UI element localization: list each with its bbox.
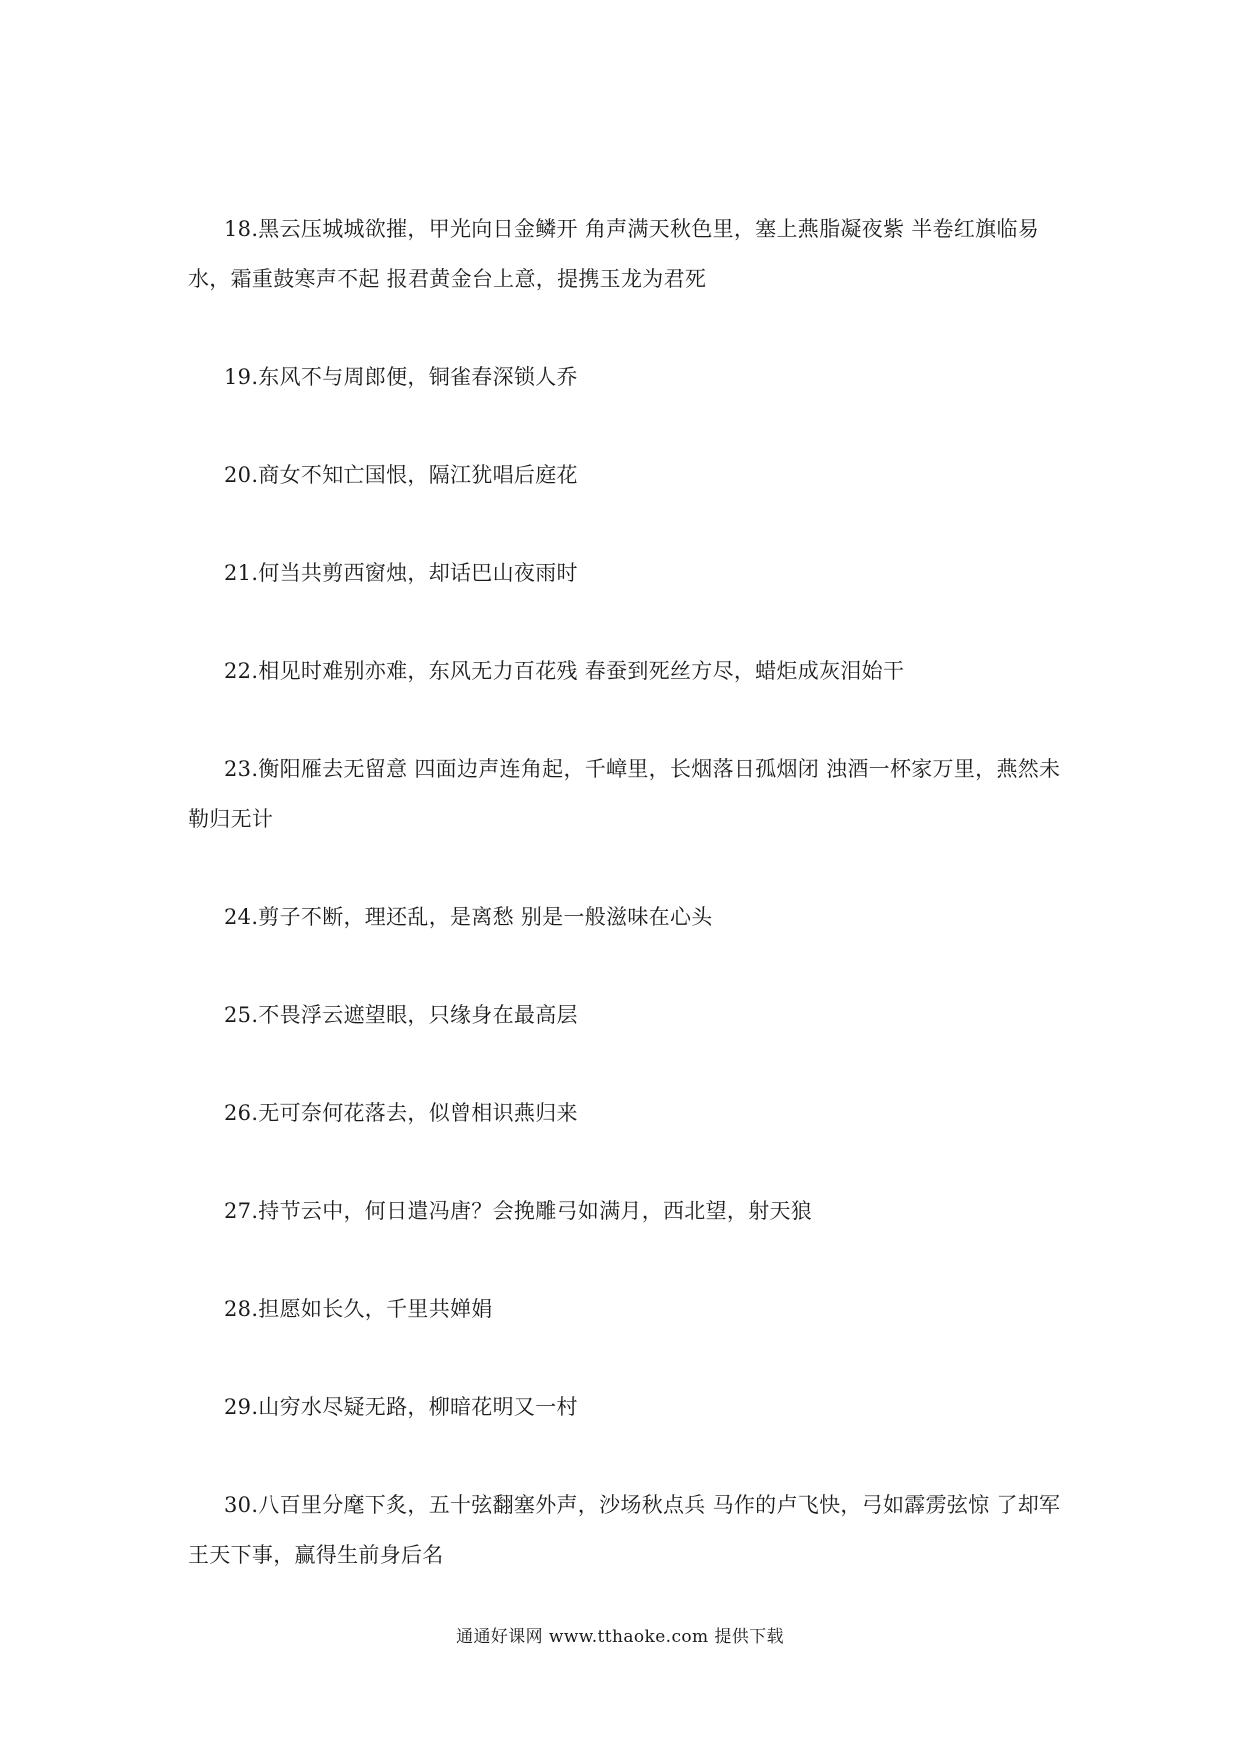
poem-line-29: 29.山穷水尽疑无路，柳暗花明又一村 xyxy=(224,1395,578,1419)
poem-line-30: 30.八百里分麾下炙，五十弦翻塞外声，沙场秋点兵 马作的卢飞快，弓如霹雳弦惊 了却军王天下事，赢得生前身后名 xyxy=(188,1493,1061,1567)
poem-line-25: 25.不畏浮云遮望眼，只缘身在最高层 xyxy=(224,1003,578,1027)
poem-line-23: 23.衡阳雁去无留意 四面边声连角起，千嶂里，长烟落日孤烟闭 浊酒一杯家万里，燕然未勒归无计 xyxy=(188,757,1061,831)
poem-line-20: 20.商女不知亡国恨，隔江犹唱后庭花 xyxy=(224,463,578,487)
poem-line-18: 18.黑云压城城欲摧，甲光向日金鳞开 角声满天秋色里，塞上燕脂凝夜紫 半卷红旗临易水，霜重鼓寒声不起 报君黄金台上意，提携玉龙为君死 xyxy=(188,217,1040,291)
poem-line-24: 24.剪子不断，理还乱，是离愁 别是一般滋味在心头 xyxy=(224,905,713,929)
poem-line-22: 22.相见时难别亦难，东风无力百花残 春蚕到死丝方尽，蜡炬成灰泪始干 xyxy=(224,659,905,683)
poem-line-21: 21.何当共剪西窗烛，却话巴山夜雨时 xyxy=(224,561,578,585)
poem-list xyxy=(188,204,1068,1628)
poem-line-26: 26.无可奈何花落去，似曾相识燕归来 xyxy=(224,1101,578,1125)
poem-line-28: 28.担愿如长久，千里共婵娟 xyxy=(224,1297,493,1321)
poem-line-19: 19.东风不与周郎便，铜雀春深锁人乔 xyxy=(224,365,578,389)
page-footer: 通通好课网 www.tthaoke.com 提供下载 xyxy=(456,1627,784,1647)
poem-line-27: 27.持节云中，何日遣冯唐？会挽雕弓如满月，西北望，射天狼 xyxy=(224,1199,813,1223)
